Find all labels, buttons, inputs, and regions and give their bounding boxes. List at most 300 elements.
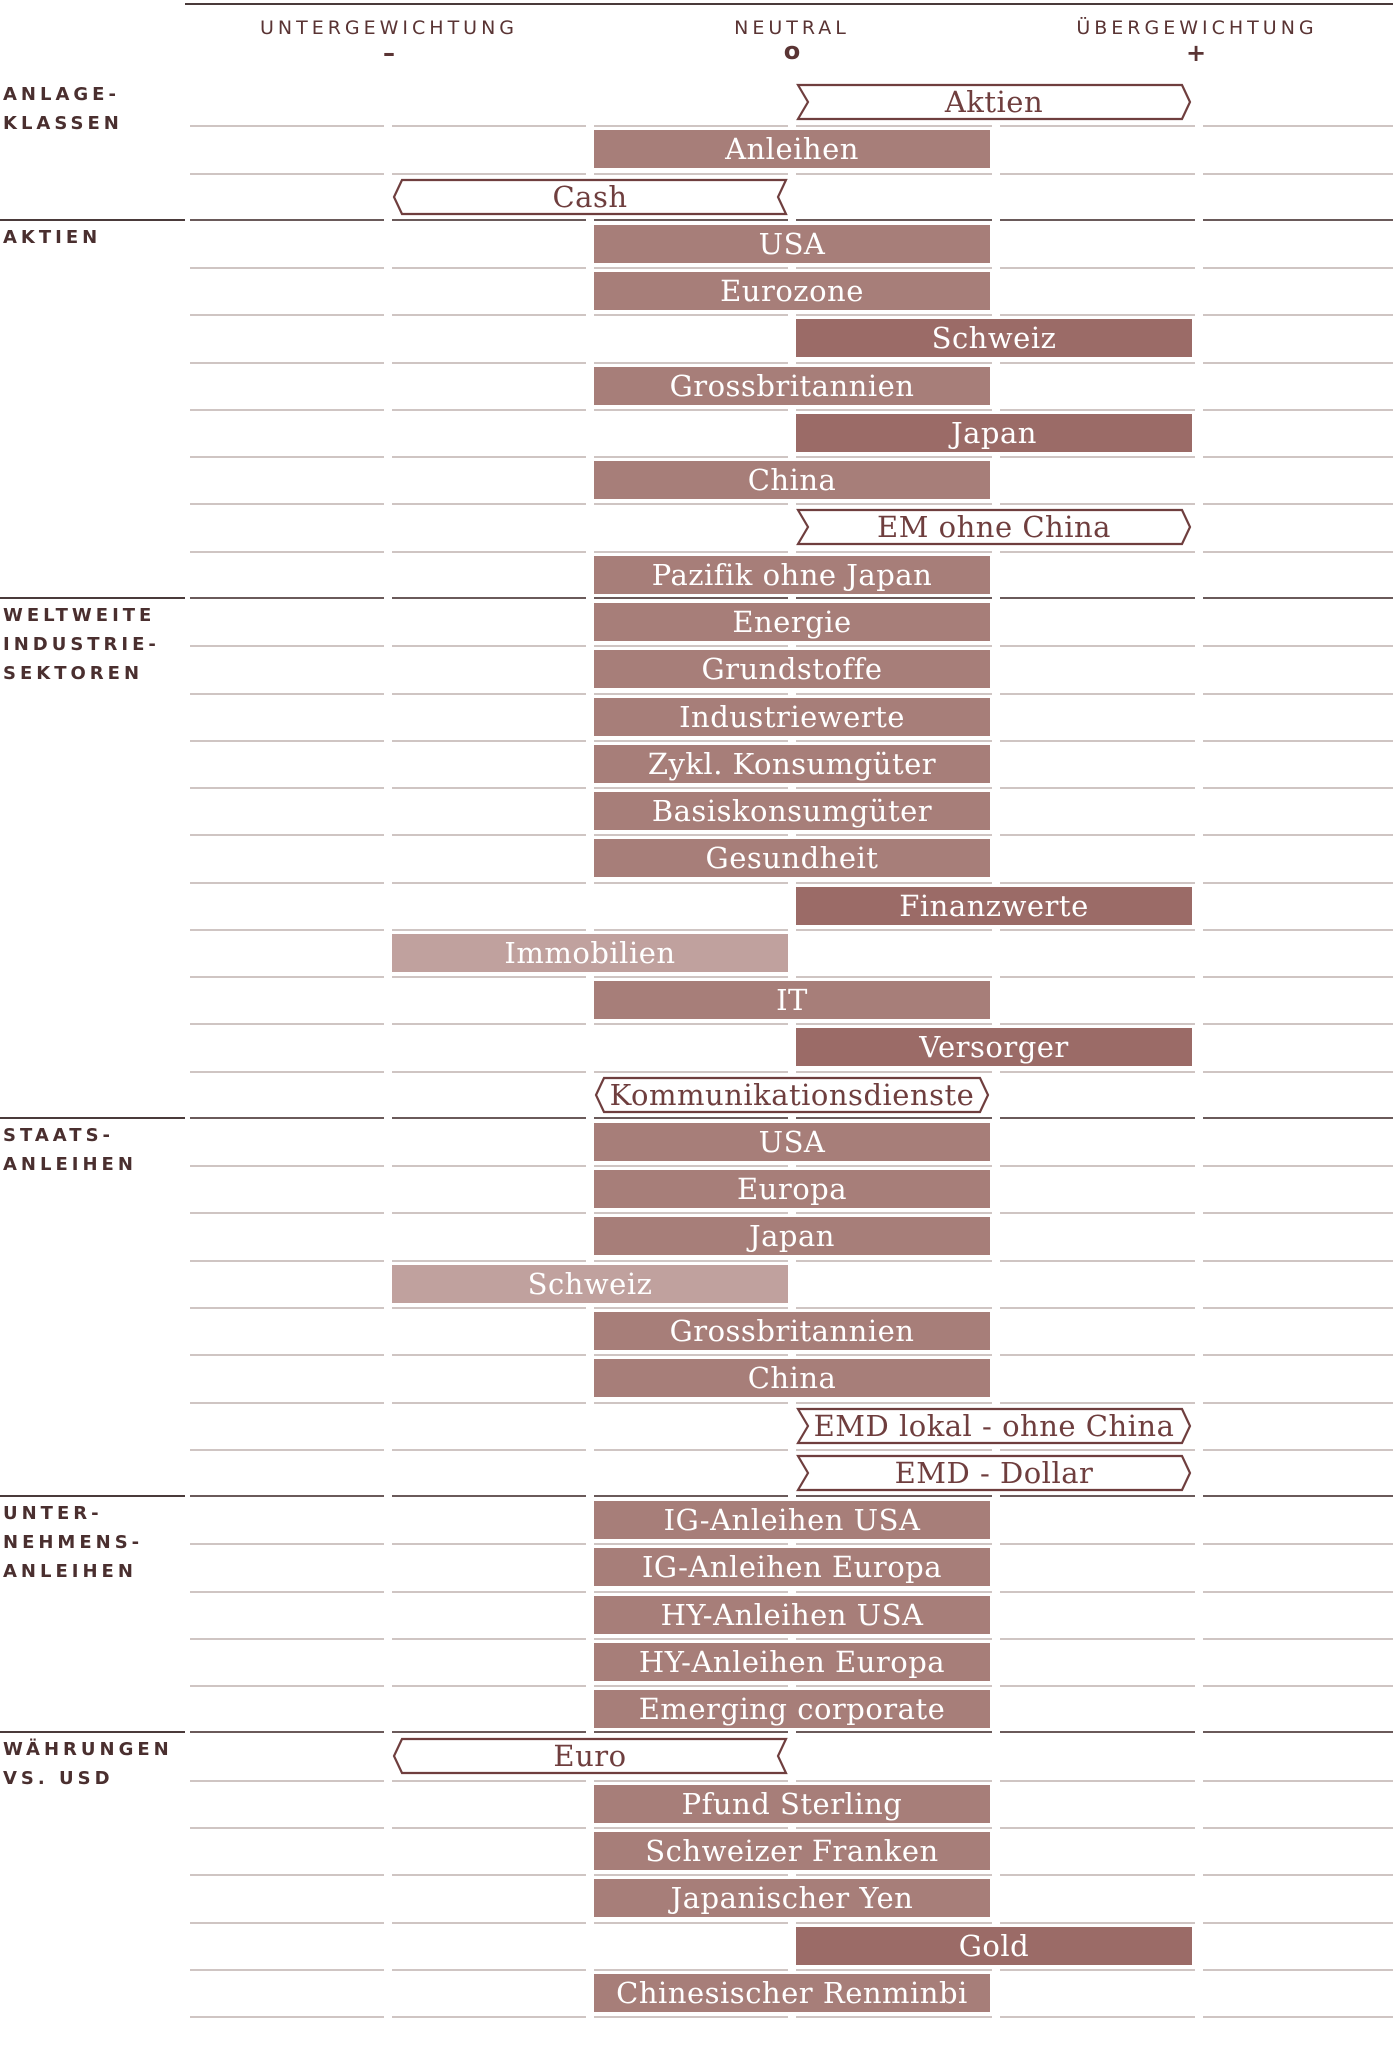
row-gridline — [594, 456, 788, 458]
row-gridline — [1203, 362, 1393, 364]
row-gridline — [392, 1402, 586, 1404]
section-gridline — [190, 1495, 384, 1497]
row-gridline — [190, 882, 384, 884]
section-gridline — [796, 597, 992, 599]
bottom-gridline — [392, 2016, 586, 2018]
row-gridline — [1203, 1402, 1393, 1404]
allocation-label: Japanischer Yen — [670, 1881, 914, 1916]
row-gridline — [1203, 1212, 1393, 1214]
row-gridline — [796, 1071, 992, 1073]
section-label: WÄHRUNGEN VS. USD — [3, 1739, 173, 1790]
row-gridline — [190, 1827, 384, 1829]
row-gridline — [190, 834, 384, 836]
allocation-label: Gold — [958, 1928, 1030, 1963]
row-gridline — [392, 1780, 586, 1782]
row-gridline — [1000, 551, 1195, 553]
row-gridline — [1203, 1969, 1393, 1971]
allocation-label: Kommunikationsdienste — [609, 1077, 975, 1112]
section-gridline — [594, 1495, 788, 1497]
section-gridline — [190, 219, 384, 221]
row-gridline — [392, 125, 586, 127]
row-gridline — [1000, 1638, 1195, 1640]
row-gridline — [190, 1307, 384, 1309]
row-gridline — [796, 173, 992, 175]
row-gridline — [1000, 456, 1195, 458]
row-gridline — [594, 834, 788, 836]
allocation-label: Euro — [553, 1739, 627, 1774]
row-gridline — [392, 834, 586, 836]
allocation-bar — [392, 934, 788, 972]
row-gridline — [1000, 1969, 1195, 1971]
row-gridline — [392, 1212, 586, 1214]
row-gridline — [796, 1023, 992, 1025]
row-gridline — [392, 551, 586, 553]
row-gridline — [1000, 787, 1195, 789]
row-gridline — [796, 645, 992, 647]
row-gridline — [594, 314, 788, 316]
row-gridline — [1203, 1023, 1393, 1025]
allocation-label: Schweiz — [931, 321, 1057, 356]
allocation-label: Grundstoffe — [701, 652, 883, 687]
row-gridline — [392, 787, 586, 789]
row-gridline — [1203, 1780, 1393, 1782]
bottom-gridline — [1203, 2016, 1393, 2018]
row-gridline — [190, 1543, 384, 1545]
section-gridline — [1000, 219, 1195, 221]
section-gridline — [796, 1117, 992, 1119]
row-gridline — [594, 1449, 788, 1451]
allocation-label: EMD lokal - ohne China — [813, 1408, 1175, 1443]
allocation-bar — [594, 981, 990, 1019]
row-gridline — [392, 456, 586, 458]
row-gridline — [1000, 1543, 1195, 1545]
row-gridline — [392, 1543, 586, 1545]
row-gridline — [1000, 1591, 1195, 1593]
row-gridline — [594, 1071, 788, 1073]
row-gridline — [392, 1023, 586, 1025]
row-gridline — [594, 173, 788, 175]
row-gridline — [392, 1165, 586, 1167]
row-gridline — [1203, 551, 1393, 553]
allocation-bar — [392, 1265, 788, 1303]
row-gridline — [1000, 976, 1195, 978]
allocation-label: EM ohne China — [877, 510, 1111, 545]
row-gridline — [1203, 456, 1393, 458]
section-label: WELTWEITE INDUSTRIE- SEKTOREN — [3, 604, 160, 684]
row-gridline — [392, 1874, 586, 1876]
allocation-label: Energie — [732, 604, 852, 639]
row-gridline — [594, 1402, 788, 1404]
row-gridline — [594, 882, 788, 884]
section-divider — [0, 597, 185, 599]
row-gridline — [796, 551, 992, 553]
plus-symbol: + — [1185, 39, 1207, 67]
allocation-label: Japan — [749, 1219, 835, 1254]
row-gridline — [594, 267, 788, 269]
row-gridline — [190, 1212, 384, 1214]
row-gridline — [594, 740, 788, 742]
row-gridline — [190, 976, 384, 978]
bottom-gridline — [796, 2016, 992, 2018]
row-gridline — [1203, 1071, 1393, 1073]
section-gridline — [1000, 1731, 1195, 1733]
section-divider — [0, 1117, 185, 1119]
row-gridline — [594, 125, 788, 127]
allocation-bar — [392, 1737, 788, 1775]
allocation-bar — [594, 367, 990, 405]
allocation-label: IG-Anleihen USA — [663, 1503, 921, 1538]
row-gridline — [392, 503, 586, 505]
row-gridline — [190, 1023, 384, 1025]
row-gridline — [594, 409, 788, 411]
row-gridline — [796, 834, 992, 836]
row-gridline — [190, 456, 384, 458]
row-gridline — [190, 1591, 384, 1593]
allocation-label: Grossbritannien — [669, 368, 915, 403]
minus-symbol: – — [383, 39, 395, 67]
row-gridline — [190, 929, 384, 931]
allocation-bar — [594, 839, 990, 877]
row-gridline — [594, 1023, 788, 1025]
allocation-label: Gesundheit — [705, 841, 879, 876]
row-gridline — [796, 503, 992, 505]
allocation-bar — [796, 319, 1192, 357]
allocation-bar — [594, 603, 990, 641]
allocation-bar — [594, 1596, 990, 1634]
row-gridline — [1203, 882, 1393, 884]
row-gridline — [594, 1922, 788, 1924]
section-gridline — [1000, 1117, 1195, 1119]
neutral-symbol: o — [783, 37, 801, 65]
section-gridline — [1000, 1495, 1195, 1497]
section-gridline — [594, 597, 788, 599]
row-gridline — [1000, 1212, 1195, 1214]
allocation-label: Anleihen — [725, 132, 859, 167]
allocation-bar — [594, 1974, 990, 2012]
row-gridline — [392, 693, 586, 695]
allocation-label: Cash — [552, 179, 628, 214]
row-gridline — [796, 882, 992, 884]
row-gridline — [1203, 693, 1393, 695]
row-gridline — [1203, 834, 1393, 836]
row-gridline — [1203, 267, 1393, 269]
row-gridline — [796, 1591, 992, 1593]
row-gridline — [190, 1449, 384, 1451]
row-gridline — [1000, 929, 1195, 931]
row-gridline — [796, 1827, 992, 1829]
row-gridline — [1000, 1071, 1195, 1073]
allocation-bar — [594, 698, 990, 736]
row-gridline — [392, 409, 586, 411]
allocation-label: Emerging corporate — [638, 1692, 946, 1727]
bottom-gridline — [1000, 2016, 1195, 2018]
row-gridline — [1000, 645, 1195, 647]
allocation-bar — [594, 1548, 990, 1586]
row-gridline — [392, 1354, 586, 1356]
section-gridline — [190, 597, 384, 599]
section-divider — [0, 219, 185, 221]
row-gridline — [1000, 1354, 1195, 1356]
allocation-bar — [594, 1832, 990, 1870]
row-gridline — [796, 929, 992, 931]
row-gridline — [392, 1685, 586, 1687]
row-gridline — [796, 125, 992, 127]
section-gridline — [190, 1117, 384, 1119]
allocation-label: Europa — [736, 1172, 848, 1207]
row-gridline — [1000, 1685, 1195, 1687]
row-gridline — [1000, 882, 1195, 884]
section-gridline — [594, 1731, 788, 1733]
section-divider — [0, 1495, 185, 1497]
allocation-bar — [392, 178, 788, 216]
row-gridline — [1203, 314, 1393, 316]
neutral-header: NEUTRAL — [734, 17, 850, 39]
allocation-bar — [594, 272, 990, 310]
row-gridline — [190, 314, 384, 316]
allocation-label: Chinesischer Renminbi — [616, 1975, 968, 2010]
section-gridline — [1203, 597, 1393, 599]
row-gridline — [796, 1307, 992, 1309]
row-gridline — [1203, 1449, 1393, 1451]
row-gridline — [1203, 1543, 1393, 1545]
row-gridline — [190, 1260, 384, 1262]
row-gridline — [1203, 976, 1393, 978]
allocation-bar — [594, 792, 990, 830]
row-gridline — [796, 1922, 992, 1924]
row-gridline — [796, 456, 992, 458]
row-gridline — [392, 1827, 586, 1829]
row-gridline — [1203, 645, 1393, 647]
section-gridline — [1203, 1117, 1393, 1119]
allocation-label: EMD - Dollar — [894, 1455, 1094, 1490]
row-gridline — [190, 267, 384, 269]
row-gridline — [1000, 409, 1195, 411]
top-rule — [185, 3, 1393, 5]
allocation-bar — [796, 887, 1192, 925]
allocation-bar — [594, 225, 990, 263]
row-gridline — [1203, 1827, 1393, 1829]
row-gridline — [796, 1449, 992, 1451]
allocation-bar — [594, 1785, 990, 1823]
row-gridline — [190, 503, 384, 505]
row-gridline — [190, 1922, 384, 1924]
row-gridline — [594, 1591, 788, 1593]
row-gridline — [1203, 1165, 1393, 1167]
row-gridline — [392, 1969, 586, 1971]
section-label: AKTIEN — [3, 226, 102, 248]
row-gridline — [796, 1402, 992, 1404]
row-gridline — [190, 740, 384, 742]
row-gridline — [1000, 267, 1195, 269]
row-gridline — [190, 409, 384, 411]
allocation-label: Pazifik ohne Japan — [651, 557, 933, 592]
allocation-label: Grossbritannien — [669, 1314, 915, 1349]
row-gridline — [594, 1307, 788, 1309]
row-gridline — [1203, 929, 1393, 931]
row-gridline — [796, 1165, 992, 1167]
allocation-label: HY-Anleihen Europa — [638, 1644, 946, 1679]
bottom-gridline — [190, 2016, 384, 2018]
row-gridline — [190, 787, 384, 789]
row-gridline — [190, 1969, 384, 1971]
allocation-bar — [594, 1359, 990, 1397]
row-gridline — [190, 1685, 384, 1687]
section-gridline — [1203, 1731, 1393, 1733]
row-gridline — [392, 1922, 586, 1924]
row-gridline — [1000, 740, 1195, 742]
section-gridline — [1203, 219, 1393, 221]
row-gridline — [796, 740, 992, 742]
row-gridline — [796, 1969, 992, 1971]
allocation-bar — [594, 556, 990, 594]
section-gridline — [392, 1495, 586, 1497]
allocation-label: USA — [758, 1124, 826, 1159]
row-gridline — [190, 1402, 384, 1404]
allocation-bar — [594, 1312, 990, 1350]
allocation-bar — [594, 745, 990, 783]
section-gridline — [796, 1731, 992, 1733]
allocation-label: Schweiz — [527, 1266, 653, 1301]
row-gridline — [1203, 1354, 1393, 1356]
row-gridline — [1000, 1165, 1195, 1167]
allocation-label: Eurozone — [720, 274, 864, 309]
section-gridline — [594, 219, 788, 221]
row-gridline — [190, 1354, 384, 1356]
allocation-label: Japan — [951, 415, 1037, 450]
row-gridline — [392, 645, 586, 647]
allocation-bar — [594, 1501, 990, 1539]
section-gridline — [796, 219, 992, 221]
section-gridline — [796, 1495, 992, 1497]
row-gridline — [392, 1260, 586, 1262]
row-gridline — [1000, 173, 1195, 175]
row-gridline — [796, 314, 992, 316]
row-gridline — [1000, 1922, 1195, 1924]
row-gridline — [796, 787, 992, 789]
row-gridline — [392, 267, 586, 269]
allocation-label: Schweizer Franken — [645, 1833, 939, 1868]
row-gridline — [1000, 362, 1195, 364]
row-gridline — [1000, 1449, 1195, 1451]
row-gridline — [190, 1874, 384, 1876]
section-label: ANLAGE- KLASSEN — [3, 84, 123, 134]
row-gridline — [594, 1260, 788, 1262]
bottom-gridline — [594, 2016, 788, 2018]
allocation-bar — [594, 1076, 990, 1114]
row-gridline — [594, 1685, 788, 1687]
row-gridline — [594, 551, 788, 553]
allocation-label: Industriewerte — [679, 699, 905, 734]
allocation-bar — [796, 1407, 1192, 1445]
row-gridline — [796, 1638, 992, 1640]
row-gridline — [1000, 834, 1195, 836]
allocation-label: Aktien — [944, 85, 1044, 119]
row-gridline — [1000, 1023, 1195, 1025]
row-gridline — [796, 693, 992, 695]
allocation-label: USA — [758, 226, 826, 261]
row-gridline — [796, 409, 992, 411]
row-gridline — [392, 173, 586, 175]
allocation-label: Immobilien — [504, 935, 676, 970]
row-gridline — [796, 1874, 992, 1876]
allocation-label: Pfund Sterling — [681, 1786, 903, 1821]
allocation-label: Basiskonsumgüter — [651, 794, 933, 829]
row-gridline — [1203, 125, 1393, 127]
section-label: STAATS- ANLEIHEN — [3, 1124, 137, 1175]
row-gridline — [594, 1638, 788, 1640]
section-gridline — [392, 219, 586, 221]
row-gridline — [392, 1307, 586, 1309]
section-gridline — [392, 597, 586, 599]
row-gridline — [594, 1874, 788, 1876]
allocation-bar — [594, 1170, 990, 1208]
row-gridline — [594, 976, 788, 978]
row-gridline — [1000, 1402, 1195, 1404]
row-gridline — [1000, 1827, 1195, 1829]
row-gridline — [392, 1449, 586, 1451]
row-gridline — [392, 976, 586, 978]
allocation-label: Versorger — [919, 1030, 1069, 1065]
row-gridline — [1000, 1780, 1195, 1782]
allocation-label: Finanzwerte — [899, 888, 1089, 923]
row-gridline — [796, 1212, 992, 1214]
row-gridline — [1203, 1685, 1393, 1687]
row-gridline — [1000, 1874, 1195, 1876]
allocation-bar — [796, 414, 1192, 452]
section-gridline — [392, 1731, 586, 1733]
row-gridline — [1203, 1922, 1393, 1924]
row-gridline — [1203, 740, 1393, 742]
allocation-label: China — [747, 1361, 837, 1396]
row-gridline — [594, 1827, 788, 1829]
section-gridline — [190, 1731, 384, 1733]
allocation-bar — [594, 1690, 990, 1728]
row-gridline — [190, 1165, 384, 1167]
row-gridline — [392, 740, 586, 742]
row-gridline — [796, 1354, 992, 1356]
allocation-label: HY-Anleihen USA — [660, 1597, 924, 1632]
row-gridline — [594, 1354, 788, 1356]
row-gridline — [594, 929, 788, 931]
row-gridline — [1203, 503, 1393, 505]
allocation-label: China — [747, 463, 837, 498]
row-gridline — [1203, 787, 1393, 789]
row-gridline — [190, 1780, 384, 1782]
row-gridline — [1203, 1307, 1393, 1309]
row-gridline — [392, 362, 586, 364]
row-gridline — [392, 882, 586, 884]
row-gridline — [190, 125, 384, 127]
allocation-label: IG-Anleihen Europa — [641, 1550, 943, 1585]
overweight-header: ÜBERGEWICHTUNG — [1076, 17, 1318, 39]
section-gridline — [392, 1117, 586, 1119]
row-gridline — [1000, 693, 1195, 695]
row-gridline — [1203, 1638, 1393, 1640]
row-gridline — [392, 1638, 586, 1640]
allocation-bar — [594, 650, 990, 688]
section-gridline — [1203, 1495, 1393, 1497]
row-gridline — [190, 645, 384, 647]
row-gridline — [190, 362, 384, 364]
row-gridline — [1000, 125, 1195, 127]
row-gridline — [594, 1543, 788, 1545]
row-gridline — [392, 1071, 586, 1073]
row-gridline — [796, 1260, 992, 1262]
row-gridline — [594, 503, 788, 505]
row-gridline — [796, 1685, 992, 1687]
row-gridline — [1203, 1260, 1393, 1262]
row-gridline — [190, 173, 384, 175]
